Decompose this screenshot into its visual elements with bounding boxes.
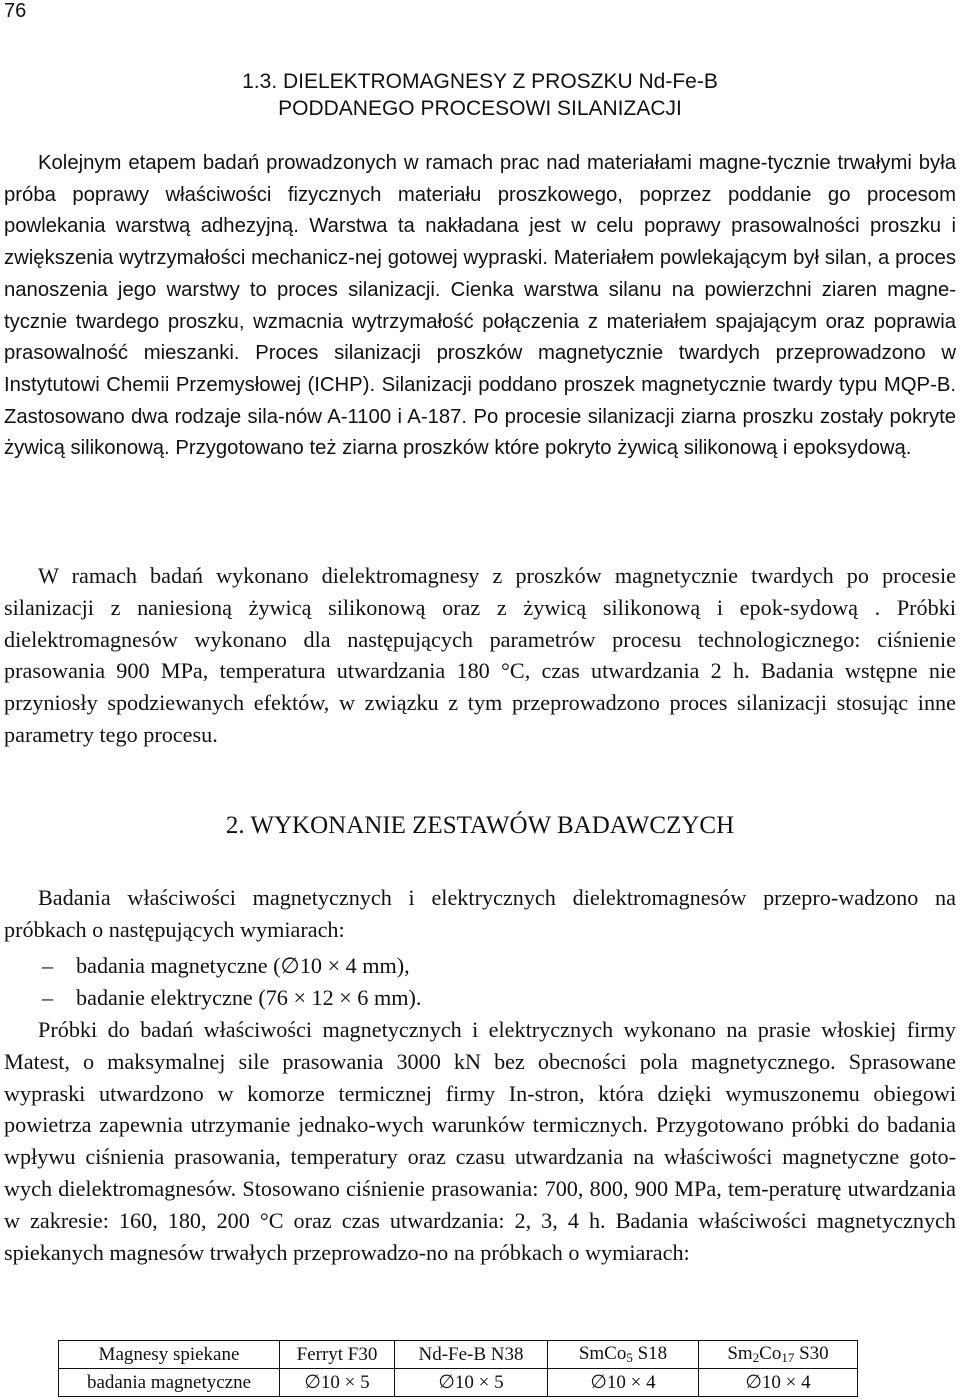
section1-paragraph-1: Kolejnym etapem badań prowadzonych w ramach prac nad materiałami magne-tycznie trwałymi była próba poprawy właściwości fizycznych materiału proszkowego, poprzez poddanie go procesom powlekania warstwą adhezyjną. Warstwa ta nakładana jest w celu poprawy prasowalności proszku i zwiększenia wytrzymałości mechanicz-nej gotowej wypraski. Materiałem powlekającym był silan, a proces nanoszenia jego warstwy to proces silanizacji. Cienka warstwa silanu na powierzchni ziaren magne-tycznie twardego proszku, wzmacnia wytrzymałość połączenia z materiałem spajającym oraz poprawia prasowalność mieszanki. Proces silanizacji proszków magnetycznie twardych przeprowadzono w Instytutowi Chemii Przemysłowej (ICHP). Silanizacji poddano proszek magnetycznie twardy typu MQP-B. Zastosowano dwa rodzaje sila-nów A-1100 i A-187. Po procesie silanizacji ziarna proszku zostały pokryte żywicą silikonową. Przygotowano też ziarna proszków które pokryto żywicą silikonową i epoksydową. (4, 152, 956, 460)
list-marker: – (42, 985, 54, 1010)
section2-paragraph-1: Badania właściwości magnetycznych i elektrycznych dielektromagnesów przepro-wadzono na próbkach o następujących wymiarach: (4, 885, 956, 942)
formula-subscript: 2 (752, 1350, 760, 1365)
formula-subscript: 17 (781, 1350, 795, 1365)
list-item-text: badanie elektryczne (76 × 12 × 6 mm). (76, 985, 422, 1010)
table-header-row (59, 1341, 858, 1369)
list-item (0, 950, 960, 982)
formula-part: S30 (794, 1343, 829, 1364)
list-item-text: badania magnetyczne (∅10 × 4 mm), (76, 953, 410, 978)
heading-line-1: 1.3. DIELEKTROMAGNESY Z PROSZKU Nd-Fe-B (242, 70, 718, 93)
formula-part: SmCo (578, 1343, 627, 1364)
table-header-cell: Magnesy spiekane (59, 1341, 280, 1369)
table-cell: badania magnetyczne (59, 1369, 280, 1397)
page-number: 76 (4, 0, 27, 22)
section1-paragraph-2: W ramach badań wykonano dielektromagnesy z proszków magnetycznie twardych po procesie silanizacji z naniesioną żywicą silikonową oraz z żywicą silikonową i epok-sydową . Próbki dielektromagnesów wykonano dla następujących parametrów procesu technologicznego: ciśnienie prasowania 900 MPa, temperatura utwardzania 180 °C, czas utwardzania 2 h. Badania wstępne nie przyniosły spodziewanych efektów, w związku z tym przeprowadzono proces silanizacji stosując inne parametry tego procesu. (4, 563, 956, 747)
section2-paragraph-2: Próbki do badań właściwości magnetycznych i elektrycznych wykonano na prasie włoskiej firmy Matest, o maksymalnej sile prasowania 3000 kN bez obecności pola magnetycznego. Sprasowane wypraski utwardzono w komorze termicznej firmy In-stron, która dzięki wymuszonemu obiegowi powietrza zapewnia utrzymanie jednako-wych warunków termicznych. Przygotowano próbki do badania wpływu ciśnienia prasowania, temperatury oraz czasu utwardzania na właściwości magnetyczne goto-wych dielektromagnesów. Stosowano ciśnienie prasowania: 700, 800, 900 MPa, tem-peraturę utwardzania w zakresie: 160, 180, 200 °C oraz czas utwardzania: 2, 3, 4 h. Badania właściwości magnetycznych spiekanych magnesów trwałych przeprowadzo-no na próbkach o wymiarach: (4, 1017, 956, 1265)
table-row (59, 1369, 858, 1397)
section-heading-1-3 (0, 68, 960, 122)
table-header-cell (548, 1341, 699, 1369)
list-item (0, 982, 960, 1014)
formula-subscript: 5 (626, 1350, 633, 1365)
table-cell: ∅10 × 4 (699, 1369, 858, 1397)
list-marker: – (42, 953, 54, 978)
formula-part: Co (759, 1343, 782, 1364)
formula-part: Sm (727, 1343, 753, 1364)
section-heading-2: 2. WYKONANIE ZESTAWÓW BADAWCZYCH (225, 812, 735, 839)
formula-part: S18 (632, 1343, 668, 1364)
dimensions-list (0, 950, 960, 1014)
table-cell: ∅10 × 5 (395, 1369, 548, 1397)
sample-dimensions-table (58, 1340, 858, 1397)
table-header-cell (699, 1341, 858, 1369)
table-header-cell: Nd-Fe-B N38 (395, 1341, 548, 1369)
table-cell: ∅10 × 5 (280, 1369, 395, 1397)
table-cell: ∅10 × 4 (548, 1369, 699, 1397)
table-header-cell: Ferryt F30 (280, 1341, 395, 1369)
heading-line-2: PODDANEGO PROCESOWI SILANIZACJI (278, 97, 682, 120)
